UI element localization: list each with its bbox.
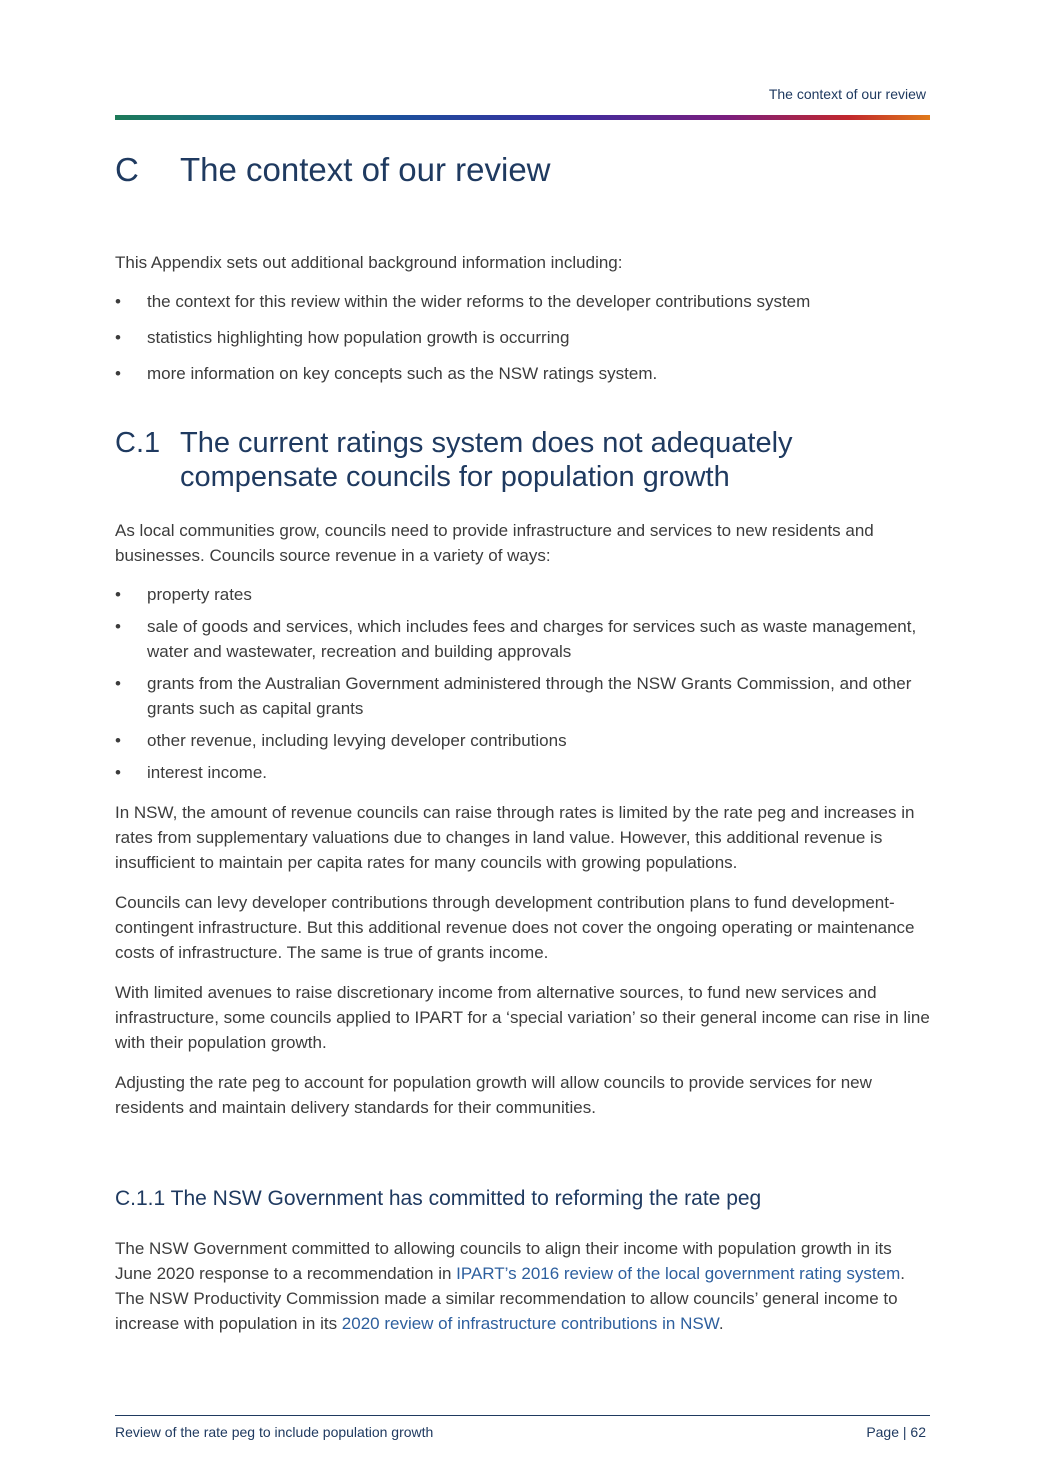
section-c1-heading — [115, 426, 930, 494]
footer-document-title: Review of the rate peg to include population growth — [115, 1424, 434, 1440]
revenue-bullet-list — [115, 582, 930, 785]
intro-block — [115, 250, 930, 386]
section-c1-body — [115, 518, 930, 1120]
footer-rule — [115, 1415, 930, 1416]
bullet-icon: • — [115, 617, 121, 636]
list-item: • more information on key concepts such as the NSW ratings system. — [115, 361, 930, 386]
bullet-icon: • — [115, 292, 121, 311]
appendix-title — [115, 151, 551, 189]
c1-paragraph-5: Adjusting the rate peg to account for population growth will allow councils to provide services for new residents and maintain delivery standards for their communities. — [115, 1073, 872, 1117]
running-header: The context of our review — [768, 86, 926, 102]
bullet-icon: • — [115, 731, 121, 750]
bullet-icon: • — [115, 763, 121, 782]
section-c1-number: C.1 — [115, 427, 161, 459]
productivity-commission-review-link[interactable]: 2020 review of infrastructure contributions in NSW — [341, 1314, 719, 1333]
list-item: • interest income. — [115, 760, 930, 785]
appendix-title-text: The context of our review — [180, 151, 551, 188]
section-c1-heading-block — [115, 426, 930, 494]
c1-paragraph-2: In NSW, the amount of revenue councils can raise through rates is limited by the rate peg and increases in rates from supplementary valuations due to changes in land value. However, this additional revenue is insufficient to maintain per capita rates for many councils with growing populations. — [115, 803, 915, 872]
bullet-icon: • — [115, 364, 121, 383]
section-c1-title-line2: compensate councils for population growth — [180, 461, 730, 493]
section-c11-heading: C.1.1 The NSW Government has committed to reforming the rate peg — [115, 1187, 762, 1210]
c1-paragraph-3: Councils can levy developer contributions through development contribution plans to fund development-contingent infrastructure. But this additional revenue does not cover the ongoing operating or maintenance costs of infrastructure. The same is true of grants income. — [115, 893, 915, 962]
section-c11-block — [115, 1186, 930, 1336]
appendix-letter: C — [115, 151, 139, 188]
c1-paragraph-1: As local communities grow, councils need to provide infrastructure and services to new residents and businesses. Councils source revenue in a variety of ways: — [115, 521, 874, 565]
section-c1-title-line1: The current ratings system does not adequately — [180, 427, 793, 459]
c11-paragraph: The NSW Government committed to allowing councils to align their income with population growth in its June 2020 response to a recommendation in IPART’s 2016 review of the local government rating system. The NSW Productivity Commission made a similar recommendation to allow councils’ general income to increase with population in its 2020 review of infrastructure contributions in NSW. — [115, 1239, 906, 1333]
bullet-icon: • — [115, 328, 121, 347]
list-item: • property rates — [115, 582, 930, 607]
list-item: • other revenue, including levying developer contributions — [115, 728, 930, 753]
c1-paragraph-4: With limited avenues to raise discretionary income from alternative sources, to fund new services and infrastructure, some councils applied to IPART for a ‘special variation’ so their general income can rise in line with their population growth. — [115, 983, 930, 1052]
header-gradient-rule — [115, 115, 930, 120]
list-item: • statistics highlighting how population growth is occurring — [115, 325, 930, 350]
intro-paragraph: This Appendix sets out additional background information including: — [115, 253, 623, 272]
bullet-icon: • — [115, 585, 121, 604]
list-item: • sale of goods and services, which includes fees and charges for services such as waste management, water and wastewater, recreation and building approvals — [115, 614, 930, 664]
list-item: • grants from the Australian Government administered through the NSW Grants Commission, and other grants such as capital grants — [115, 671, 930, 721]
intro-bullet-list — [115, 289, 930, 386]
ipart-2016-review-link[interactable]: IPART’s 2016 review of the local government rating system — [456, 1264, 901, 1283]
bullet-icon: • — [115, 674, 121, 693]
page-number: Page | 62 — [866, 1424, 926, 1440]
list-item: • the context for this review within the wider reforms to the developer contributions system — [115, 289, 930, 314]
